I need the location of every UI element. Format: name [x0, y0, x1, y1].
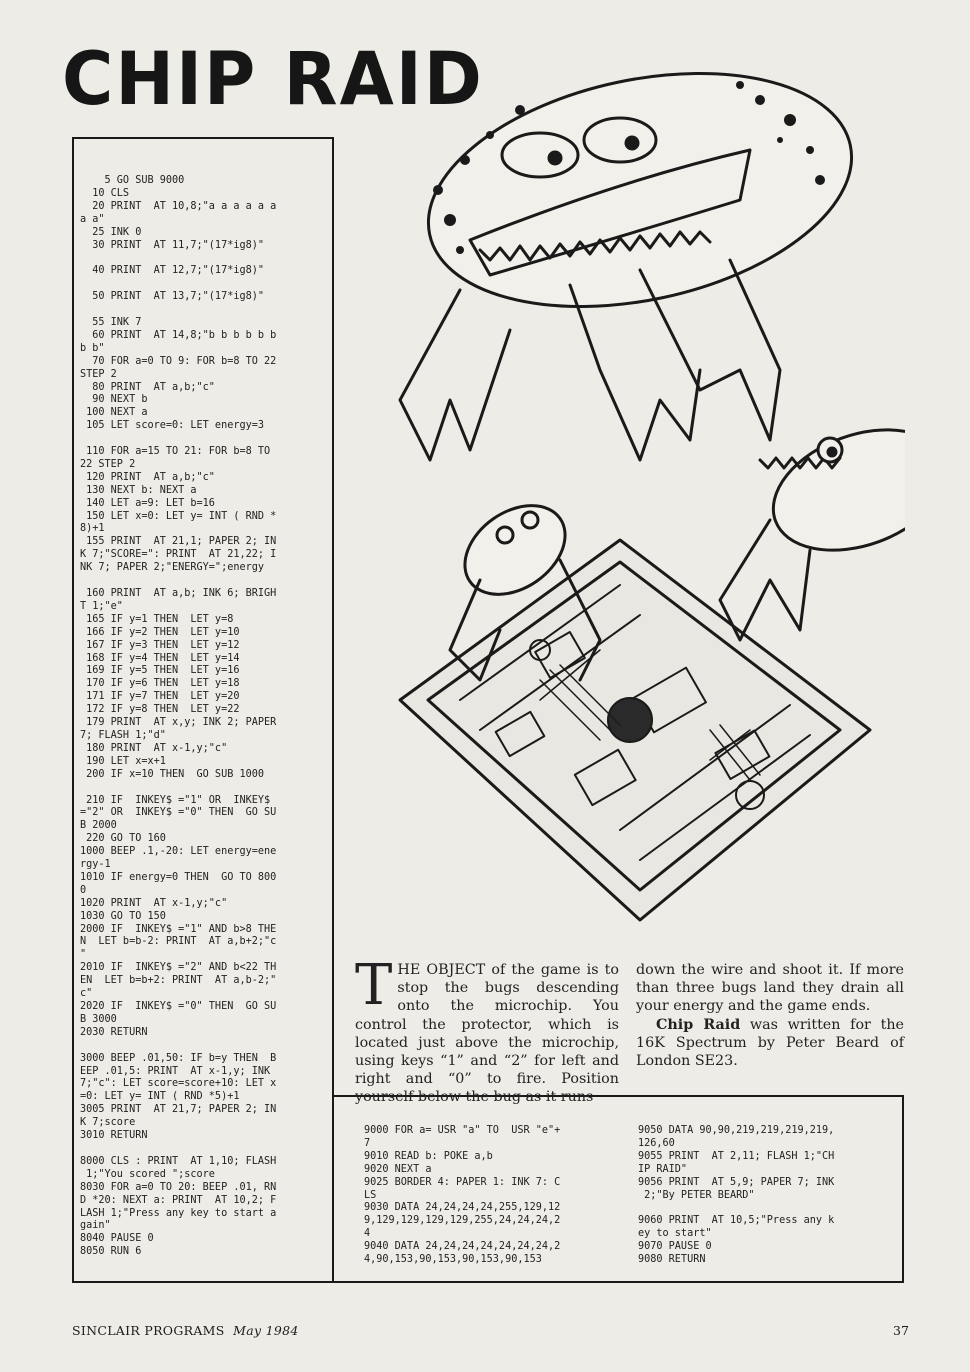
credit-title: Chip Raid	[656, 1016, 741, 1033]
credit-text: was written for the 16K Spectrum by Peter Beard of London SE23.	[636, 1016, 904, 1070]
dropcap: T	[355, 953, 393, 1018]
listing-box-right-rule	[902, 1095, 904, 1283]
page-number: 37	[893, 1323, 909, 1338]
intro-paragraph-continued: down the wire and shoot it. If more than three bugs land they drain all your energy and the game ends.	[636, 962, 904, 1015]
issue-date: May 1984	[233, 1323, 299, 1338]
credit-paragraph	[636, 1016, 904, 1071]
intro-text-column-1	[355, 953, 619, 1107]
page-title: CHIP RAID	[62, 35, 484, 123]
program-listing-column-1: 5 GO SUB 9000 10 CLS 20 PRINT AT 10,8;"a a a a a a a a" 25 INK 0 30 PRINT AT 11,7;"(17*ig8)" 40 PRINT AT 12,7;"(17*ig8)" 50 PRINT AT 13,7;"(17*ig8)" 55 INK 7 60 PRINT AT 14,8;"b b b b b b b b" 70 FOR a=0 TO 9: FOR b=8 TO 22 STEP 2 80 PRINT AT a,b;"c" 90 NEXT b 100 NEXT a 105 LET score=0: LET energy=3 110 FOR a=15 TO 21: FOR b=8 TO 22 STEP 2 120 PRINT AT a,b;"c" 130 NEXT b: NEXT a 140 LET a=9: LET b=16 150 LET x=0: LET y= INT ( RND * 8)+1 155 PRINT AT 21,1; PAPER 2; IN K 7;"SCORE=": PRINT AT 21,22; I NK 7; PAPER 2;"ENERGY=";energy 160 PRINT AT a,b; INK 6; BRIGH T 1;"e" 165 IF y=1 THEN LET y=8 166 IF y=2 THEN LET y=10 167 IF y=3 THEN LET y=12 168 IF y=4 THEN LET y=14 169 IF y=5 THEN LET y=16 170 IF y=6 THEN LET y=18 171 IF y=7 THEN LET y=20 172 IF y=8 THEN LET y=22 179 PRINT AT x,y; INK 2; PAPER 7; FLASH 1;"d" 180 PRINT AT x-1,y;"c" 190 LET x=x+1 200 IF x=10 THEN GO SUB 1000 210 IF INKEY$ ="1" OR INKEY$ ="2" OR INKEY$ ="0" THEN GO SU B 2000 220 GO TO 160 1000 BEEP .1,-20: LET energy=ene rgy-1 1010 IF energy=0 THEN GO TO 800 0 1020 PRINT AT x-1,y;"c" 1030 GO TO 150 2000 IF INKEY$ ="1" AND b>8 THE N LET b=b-2: PRINT AT a,b+2;"c " 2010 IF INKEY$ ="2" AND b<22 TH EN LET b=b+2: PRINT AT a,b-2;" c" 2020 IF INKEY$ ="0" THEN GO SU B 3000 2030 RETURN 3000 BEEP .01,50: IF b=y THEN B EEP .01,5: PRINT AT x-1,y; INK 7;"c": LET score=score+10: LET x =0: LET y= INT ( RND *5)+1 3005 PRINT AT 21,7; PAPER 2; IN K 7;score 3010 RETURN 8000 CLS : PRINT AT 1,10; FLASH 1;"You scored ";score 8030 FOR a=0 TO 20: BEEP .01, RN D *20: NEXT a: PRINT AT 10,2; F LASH 1;"Press any key to start a gain" 8040 PAUSE 0 8050 RUN 6	[80, 175, 277, 1258]
program-listing-column-2: 9000 FOR a= USR "a" TO USR "e"+ 7 9010 READ b: POKE a,b 9020 NEXT a 9025 BORDER 4: PAPER 1: INK 7: C LS 9030 DATA 24,24,24,24,255,129,12 9,129,129,129,129,255,24,24,24,2 4 9040 DATA 24,24,24,24,24,24,24,2 4,90,153,90,153,90,153,90,153	[364, 1125, 561, 1266]
bug-illustration	[340, 40, 905, 950]
magazine-name: SINCLAIR PROGRAMS	[72, 1323, 225, 1338]
footer-magazine	[72, 1323, 299, 1338]
listing-box-base-rule	[334, 1281, 904, 1283]
intro-paragraph: HE OBJECT of the game is to stop the bugs descending onto the microchip. You control the protector, which is located just above the microchip, using keys “1” and “2” for left and right and “0” to fire. Position yourself below the bug as it runs	[355, 962, 619, 1106]
program-listing-column-3: 9050 DATA 90,90,219,219,219,219, 126,60 9055 PRINT AT 2,11; FLASH 1;"CH IP RAID" 9056 PRINT AT 5,9; PAPER 7; INK 2;"By PETER BEARD" 9060 PRINT AT 10,5;"Press any k ey to start" 9070 PAUSE 0 9080 RETURN	[638, 1125, 835, 1266]
intro-text-column-2	[636, 961, 904, 1070]
